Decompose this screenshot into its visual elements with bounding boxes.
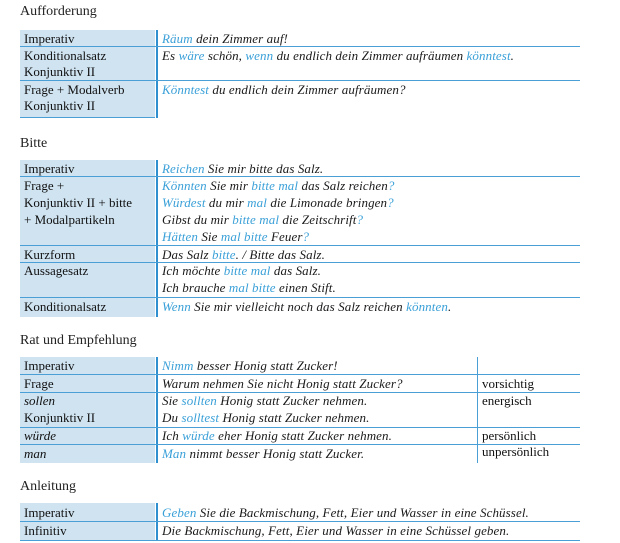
highlighted-word: bitte mal bbox=[251, 178, 299, 193]
label: Imperativ bbox=[24, 505, 75, 520]
highlighted-word: wenn bbox=[245, 48, 274, 63]
heading-bitte: Bitte bbox=[20, 136, 48, 151]
sentence-text: Honig statt Zucker nehmen. bbox=[219, 410, 370, 425]
sentence-text: Ich bbox=[162, 428, 183, 443]
highlighted-word: Geben bbox=[162, 505, 197, 520]
highlighted-word: Man bbox=[162, 446, 187, 461]
note: persönlich bbox=[482, 428, 537, 443]
note: vorsichtig bbox=[482, 376, 534, 391]
sentence-text: die Limonade bringen bbox=[266, 195, 388, 210]
row-rule bbox=[20, 521, 580, 522]
sentence-text: Sie die Backmischung, Fett, Eier und Wasser in eine Schüssel. bbox=[196, 505, 529, 520]
sentence-text: . / Bitte das Salz. bbox=[235, 247, 325, 262]
label: Aussagesatz bbox=[24, 263, 89, 278]
note: unpersönlich bbox=[482, 444, 550, 459]
heading-rat-und-empfehlung: Rat und Empfehlung bbox=[20, 333, 137, 348]
row-rule bbox=[20, 117, 155, 118]
sentence-text: nimmt besser Honig statt Zucker. bbox=[186, 446, 365, 461]
sentence-text: das Salz. bbox=[270, 263, 321, 278]
label: + Modalpartikeln bbox=[24, 212, 115, 227]
label: Konjunktiv II + bitte bbox=[24, 195, 133, 210]
sentence-text: schön, bbox=[204, 48, 246, 63]
row-rule bbox=[20, 80, 580, 81]
highlighted-word: mal bitte bbox=[220, 229, 268, 244]
sentence-text: Ich brauche bbox=[162, 280, 229, 295]
sentence-text: einen Stift. bbox=[275, 280, 336, 295]
label: Konditionalsatz bbox=[24, 48, 107, 63]
label: sollen bbox=[24, 393, 56, 408]
sentence-text: Sie mir bbox=[206, 178, 252, 193]
sentence-text: Das Salz bbox=[162, 247, 213, 262]
highlighted-word: ? bbox=[356, 212, 364, 227]
sentence-text: Du bbox=[162, 410, 182, 425]
sentence-text: du mir bbox=[205, 195, 248, 210]
heading-aufforderung: Aufforderung bbox=[20, 4, 97, 19]
example-sentence bbox=[162, 505, 529, 521]
sentence-text: Warum nehmen Sie nicht Honig statt Zucker? bbox=[162, 376, 403, 391]
example-sentence bbox=[162, 523, 509, 539]
highlighted-word: ? bbox=[387, 195, 394, 210]
example-sentence bbox=[162, 358, 338, 374]
sentence-text: du endlich dein Zimmer aufräumen? bbox=[209, 82, 406, 97]
highlighted-word: Könntest bbox=[162, 82, 210, 97]
column-divider bbox=[156, 160, 158, 317]
highlighted-word: bitte mal bbox=[223, 263, 271, 278]
highlighted-word: mal bbox=[247, 195, 267, 210]
highlighted-word: bitte mal bbox=[232, 212, 280, 227]
example-sentence bbox=[162, 376, 403, 392]
example-sentence bbox=[162, 178, 394, 194]
example-sentence bbox=[162, 82, 406, 98]
sentence-text: besser Honig statt Zucker! bbox=[193, 358, 338, 373]
sentence-text: . bbox=[510, 48, 515, 63]
column-divider bbox=[477, 357, 478, 463]
row-rule bbox=[20, 374, 580, 375]
example-sentence bbox=[162, 247, 325, 263]
label: Konjunktiv II bbox=[24, 64, 96, 79]
label: Konjunktiv II bbox=[24, 98, 96, 113]
label: Imperativ bbox=[24, 31, 75, 46]
note: energisch bbox=[482, 393, 532, 408]
highlighted-word: Könnten bbox=[162, 178, 207, 193]
column-divider bbox=[156, 503, 158, 541]
sentence-text: Sie mir vielleicht noch das Salz reichen bbox=[190, 299, 407, 314]
highlighted-word: Würdest bbox=[162, 195, 206, 210]
example-sentence bbox=[162, 299, 451, 315]
sentence-text: dein Zimmer bbox=[192, 31, 267, 46]
highlighted-word: sollten bbox=[181, 393, 217, 408]
sentence-text: auf! bbox=[266, 31, 288, 46]
sentence-text: Die Backmischung, Fett, Eier und Wasser in eine Schüssel geben. bbox=[162, 523, 510, 538]
highlighted-word: könntest bbox=[466, 48, 511, 63]
sentence-text: Feuer bbox=[267, 229, 303, 244]
sentence-text: Ich möchte bbox=[162, 263, 224, 278]
label: Frage + Modalverb bbox=[24, 82, 125, 97]
sentence-text: Sie mir bitte das Salz. bbox=[204, 161, 324, 176]
label: würde bbox=[24, 428, 57, 443]
example-sentence bbox=[162, 229, 309, 245]
highlighted-word: ? bbox=[302, 229, 310, 244]
example-sentence bbox=[162, 31, 288, 47]
label: Konditionalsatz bbox=[24, 299, 107, 314]
highlighted-word: Reichen bbox=[162, 161, 205, 176]
highlighted-word: könnten bbox=[406, 299, 448, 314]
sentence-text: eher Honig statt Zucker nehmen. bbox=[214, 428, 393, 443]
example-sentence bbox=[162, 410, 369, 426]
example-sentence bbox=[162, 428, 392, 444]
sentence-text: das Salz reichen bbox=[298, 178, 388, 193]
row-rule bbox=[20, 46, 580, 47]
sentence-text: Sie bbox=[162, 393, 182, 408]
label: man bbox=[24, 446, 47, 461]
label: Infinitiv bbox=[24, 523, 67, 538]
highlighted-word: solltest bbox=[181, 410, 220, 425]
highlighted-word: Wenn bbox=[162, 299, 191, 314]
example-sentence bbox=[162, 195, 394, 211]
label: Imperativ bbox=[24, 161, 75, 176]
example-sentence bbox=[162, 48, 514, 64]
highlighted-word: mal bitte bbox=[228, 280, 276, 295]
label: Konjunktiv II bbox=[24, 410, 96, 425]
row-rule bbox=[20, 540, 580, 541]
row-rule bbox=[20, 245, 580, 246]
sentence-text: Sie bbox=[197, 229, 221, 244]
label: Frage bbox=[24, 376, 54, 391]
label: Frage + bbox=[24, 178, 65, 193]
highlighted-word: Hätten bbox=[162, 229, 198, 244]
example-sentence bbox=[162, 263, 321, 279]
example-sentence bbox=[162, 446, 364, 462]
example-sentence bbox=[162, 393, 367, 409]
sentence-text: die Zeitschrift bbox=[279, 212, 357, 227]
highlighted-word: bitte bbox=[212, 247, 236, 262]
sentence-text: Honig statt Zucker nehmen. bbox=[216, 393, 368, 408]
highlighted-word: Nimm bbox=[162, 358, 194, 373]
highlighted-word: ? bbox=[387, 178, 395, 193]
highlighted-word: würde bbox=[182, 428, 215, 443]
label: Imperativ bbox=[24, 358, 75, 373]
example-sentence bbox=[162, 161, 323, 177]
sentence-text: . bbox=[447, 299, 452, 314]
row-rule bbox=[20, 297, 580, 298]
column-divider bbox=[156, 357, 158, 463]
sentence-text: Gibst du mir bbox=[162, 212, 233, 227]
example-sentence bbox=[162, 280, 336, 296]
heading-anleitung: Anleitung bbox=[20, 479, 76, 494]
sentence-text: du endlich dein Zimmer aufräumen bbox=[273, 48, 467, 63]
label: Kurzform bbox=[24, 247, 76, 262]
highlighted-word: Räum bbox=[162, 31, 193, 46]
sentence-text: Es bbox=[162, 48, 179, 63]
column-divider bbox=[156, 30, 158, 118]
example-sentence bbox=[162, 212, 363, 228]
highlighted-word: wäre bbox=[178, 48, 205, 63]
